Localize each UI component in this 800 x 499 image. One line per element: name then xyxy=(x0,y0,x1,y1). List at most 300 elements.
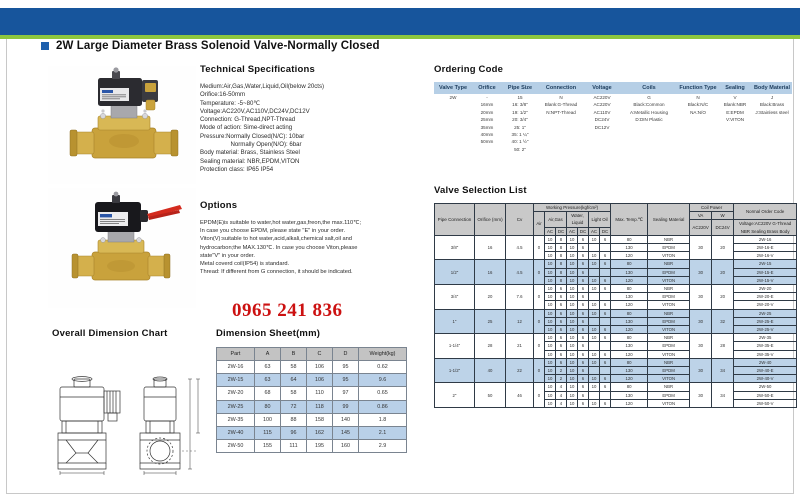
vsl-cell-water-ac: 10 xyxy=(567,326,578,334)
vsl-col-oil-ac: AC xyxy=(589,227,600,235)
ordering-code-cell xyxy=(434,109,472,116)
vsl-cell-sealing-material: VITON xyxy=(648,399,690,407)
vsl-cell-air-gas-dc: 6 xyxy=(556,317,567,325)
ordering-code-cell-text: 20: 3/4" xyxy=(512,117,528,123)
vsl-cell-oil-ac: 10 xyxy=(589,252,600,260)
valve-selection-list-heading: Valve Selection List xyxy=(434,185,527,196)
ordering-code-cell xyxy=(538,101,584,108)
vsl-cell-air-gas-ac: 10 xyxy=(545,358,556,366)
ordering-code-cell xyxy=(472,131,502,138)
vsl-col-va: VA xyxy=(690,212,712,220)
vsl-cell-max-temp: 120 xyxy=(611,399,648,407)
ordering-code-cell-text: N xyxy=(559,95,563,100)
vsl-cell-oil-ac: 10 xyxy=(589,383,600,391)
vsl-cell-w: 28 xyxy=(712,334,734,359)
dimension-sheet-cell: 95 xyxy=(333,374,359,387)
vsl-col-air-gas: Air,Gas xyxy=(545,212,567,227)
top-banner xyxy=(0,8,800,35)
vsl-cell-va: 30 xyxy=(690,334,712,359)
vsl-cell-w: 34 xyxy=(712,358,734,383)
option-line: Viton(V):suitable to hot water,acid,alkali,chemical salt,oil and xyxy=(200,236,352,243)
vsl-cell-water-ac: 10 xyxy=(567,301,578,309)
dimension-sheet-cell: 63 xyxy=(255,361,281,374)
vsl-cell-oil-ac: 10 xyxy=(589,375,600,383)
ordering-code-cell-text: Black:Brass xyxy=(759,102,785,108)
vsl-cell-sealing-material: EPDM xyxy=(648,268,690,276)
ordering-code-cell xyxy=(752,109,792,116)
vsl-cell-oil-ac: 10 xyxy=(589,350,600,358)
ordering-code-cell-text: A:Metallic Housing xyxy=(629,109,669,115)
vsl-cell-air-gas-dc: 6 xyxy=(556,334,567,342)
vsl-cell-order-code: 2W-40 xyxy=(734,358,797,366)
dimension-sheet-header-row xyxy=(217,348,407,361)
vsl-cell-water-ac: 10 xyxy=(567,309,578,317)
ordering-code-cell-text: J:Stainless steel xyxy=(755,109,789,115)
oc-col-body-material: Body Material xyxy=(752,82,792,94)
dimension-sheet-cell: 106 xyxy=(307,374,333,387)
ordering-code-cell xyxy=(718,124,752,131)
ordering-code-cell xyxy=(538,146,584,153)
dimension-sheet-cell: 115 xyxy=(255,426,281,439)
vsl-cell-pipe-connection: 3/8" xyxy=(435,235,475,260)
vsl-cell-water-ac: 10 xyxy=(567,383,578,391)
ordering-code-cell-text: Blank:G-Thread xyxy=(544,102,578,108)
vsl-cell-order-code: 2W-15 xyxy=(734,260,797,268)
section-title-label: 2W Large Diameter Brass Solenoid Valve-Normally Closed xyxy=(56,40,380,52)
valve-selection-row xyxy=(435,309,797,317)
option-line: Thread: If different from G connection, it should be indicated. xyxy=(200,269,353,276)
vsl-cell-water-dc: 6 xyxy=(578,285,589,293)
vsl-cell-air-gas-ac: 10 xyxy=(545,391,556,399)
ordering-code-cell xyxy=(502,101,538,108)
ordering-code-cell-text: 25mm xyxy=(480,117,494,123)
vsl-cell-sealing-material: NBR xyxy=(648,235,690,243)
vsl-cell-sealing-material: VITON xyxy=(648,375,690,383)
ordering-code-cell xyxy=(752,94,792,101)
vsl-cell-water-ac: 10 xyxy=(567,235,578,243)
vsl-cell-sealing-material: EPDM xyxy=(648,317,690,325)
valve-selection-row xyxy=(435,260,797,268)
vsl-cell-max-temp: 120 xyxy=(611,301,648,309)
vsl-cell-oil-dc: 6 xyxy=(600,252,611,260)
vsl-header-row-1 xyxy=(435,204,797,212)
dimension-sheet-cell: 160 xyxy=(333,440,359,453)
vsl-cell-water-ac: 10 xyxy=(567,276,578,284)
ordering-code-cell xyxy=(620,138,678,145)
vsl-cell-air-gas-dc: 8 xyxy=(556,235,567,243)
vsl-cell-oil-ac: 10 xyxy=(589,260,600,268)
ordering-code-cell xyxy=(718,131,752,138)
ordering-code-cell xyxy=(718,94,752,101)
vsl-cell-cv: 46 xyxy=(506,383,534,408)
ordering-code-cell xyxy=(752,124,792,131)
vsl-col-pipe-connection: Pipe Connection xyxy=(435,204,475,236)
vsl-cell-va: 30 xyxy=(690,358,712,383)
vsl-cell-water-dc: 6 xyxy=(578,326,589,334)
vsl-cell-oil-dc: 6 xyxy=(600,375,611,383)
vsl-cell-water-dc: 6 xyxy=(578,309,589,317)
ordering-code-cell-text: 19: 1/2" xyxy=(512,109,528,115)
vsl-cell-max-temp: 130 xyxy=(611,268,648,276)
bullet-square-icon xyxy=(41,42,49,50)
vsl-cell-oil-dc xyxy=(600,268,611,276)
vsl-cell-water-ac: 10 xyxy=(567,268,578,276)
spec-line: Protection class: IP65 IP54 xyxy=(200,165,274,173)
vsl-cell-order-code: 2W-20-V xyxy=(734,301,797,309)
ordering-code-cell xyxy=(620,124,678,131)
vsl-cell-max-temp: 120 xyxy=(611,276,648,284)
vsl-cell-air-gas-dc: 6 xyxy=(556,342,567,350)
dimension-sheet-cell: 95 xyxy=(333,361,359,374)
spec-line: Connection: G-Thread,NPT-Thread xyxy=(200,116,296,124)
ordering-code-cell xyxy=(502,146,538,153)
vsl-cell-cv: 4.5 xyxy=(506,260,534,285)
ordering-code-cell xyxy=(434,94,472,101)
vsl-cell-air: 0 xyxy=(534,235,545,260)
dimension-sheet-column-header: A xyxy=(255,348,281,361)
vsl-cell-air-gas-dc: 4 xyxy=(556,383,567,391)
dimension-sheet-cell: 58 xyxy=(281,387,307,400)
overall-dimension-drawings xyxy=(52,345,207,498)
vsl-cell-oil-ac: 10 xyxy=(589,358,600,366)
vsl-cell-oil-dc xyxy=(600,317,611,325)
vsl-cell-cv: 22 xyxy=(506,358,534,383)
vsl-cell-oil-dc xyxy=(600,391,611,399)
dimension-sheet-cell: 155 xyxy=(255,440,281,453)
vsl-cell-air-gas-ac: 10 xyxy=(545,309,556,317)
vsl-cell-sealing-material: VITON xyxy=(648,301,690,309)
option-line: EPDM(E)is suitable to water,hot water,gas,freon,the max.110℃; xyxy=(200,220,362,226)
vsl-cell-oil-dc xyxy=(600,293,611,301)
ordering-code-cell-text: 16mm xyxy=(480,102,494,108)
vsl-cell-max-temp: 130 xyxy=(611,293,648,301)
vsl-cell-water-dc: 6 xyxy=(578,276,589,284)
spec-line: Normally Open(N/O): 6bar xyxy=(200,141,302,149)
ordering-code-cell-text: Blank:NBR xyxy=(723,102,747,108)
spec-line: Medium:Air,Gas,Water,Liquid,Oil(below 20cts) xyxy=(200,83,325,90)
dimension-sheet-cell: 0.86 xyxy=(359,400,407,413)
vsl-cell-oil-dc: 6 xyxy=(600,285,611,293)
vsl-cell-air-gas-ac: 10 xyxy=(545,326,556,334)
vsl-col-orifice: Orifice (mm) xyxy=(475,204,506,236)
ordering-code-cell-text: 40mm xyxy=(480,132,494,138)
vsl-cell-orifice: 20 xyxy=(475,285,506,310)
vsl-cell-oil-dc: 6 xyxy=(600,301,611,309)
dimension-sheet-cell: 2W-25 xyxy=(217,400,255,413)
vsl-col-water-ac: AC xyxy=(567,227,578,235)
vsl-cell-air-gas-ac: 10 xyxy=(545,285,556,293)
vsl-cell-orifice: 16 xyxy=(475,235,506,260)
ordering-code-cell-text: V:VITON xyxy=(725,117,745,123)
oc-col-connection: Connection xyxy=(538,82,584,94)
ordering-code-cell xyxy=(620,116,678,123)
ordering-code-cell-text: DC24V xyxy=(594,117,610,123)
vsl-cell-order-code: 2W-35-E xyxy=(734,342,797,350)
vsl-cell-oil-dc: 6 xyxy=(600,358,611,366)
vsl-col-air: Air xyxy=(534,212,545,236)
vsl-cell-water-dc: 6 xyxy=(578,399,589,407)
vsl-cell-water-dc: 6 xyxy=(578,334,589,342)
ordering-code-cell-text: E:EPDM xyxy=(726,109,744,115)
dimension-sheet-cell: 2.9 xyxy=(359,440,407,453)
vsl-cell-water-ac: 10 xyxy=(567,260,578,268)
vsl-cell-sealing-material: NBR xyxy=(648,383,690,391)
vsl-cell-sealing-material: NBR xyxy=(648,358,690,366)
option-line: hydrocarbon;the MAX.130℃. In case you choose Viton,please xyxy=(200,244,358,251)
ordering-code-cell xyxy=(472,138,502,145)
ordering-code-cell-text: 50: 2" xyxy=(514,146,526,152)
ordering-code-cell xyxy=(538,124,584,131)
vsl-cell-air: 0 xyxy=(534,358,545,383)
vsl-cell-oil-ac xyxy=(589,367,600,375)
ordering-code-cell xyxy=(472,109,502,116)
dimension-sheet-cell: 99 xyxy=(333,400,359,413)
technical-specifications-block xyxy=(200,64,425,174)
vsl-col-working-pressure: Working Pressure(kgf/cm²) xyxy=(534,204,611,212)
ordering-code-cell xyxy=(472,94,502,101)
vsl-cell-orifice: 40 xyxy=(475,358,506,383)
ordering-code-cell xyxy=(620,101,678,108)
valve-selection-row xyxy=(435,285,797,293)
dimension-sheet-cell: 2W-35 xyxy=(217,413,255,426)
vsl-cell-max-temp: 80 xyxy=(611,358,648,366)
vsl-col-light-oil: Light Oil xyxy=(589,212,611,227)
dimension-sheet-row xyxy=(217,413,407,426)
ordering-code-cell xyxy=(678,101,718,108)
vsl-cell-oil-ac: 10 xyxy=(589,399,600,407)
ordering-code-row xyxy=(434,146,792,153)
vsl-cell-sealing-material: NBR xyxy=(648,309,690,317)
dimension-sheet-cell: 118 xyxy=(307,400,333,413)
dimension-sheet-cell: 140 xyxy=(333,413,359,426)
vsl-cell-orifice: 28 xyxy=(475,334,506,359)
vsl-cell-water-dc: 6 xyxy=(578,235,589,243)
vsl-cell-water-ac: 10 xyxy=(567,317,578,325)
vsl-cell-max-temp: 130 xyxy=(611,317,648,325)
vsl-cell-air-gas-ac: 10 xyxy=(545,334,556,342)
vsl-cell-air-gas-dc: 4 xyxy=(556,399,567,407)
vsl-cell-oil-dc: 6 xyxy=(600,326,611,334)
option-line: In case you choose EPDM, please state "E" in your order. xyxy=(200,228,346,235)
ordering-code-row xyxy=(434,109,792,116)
technical-specifications-heading: Technical Specifications xyxy=(200,64,315,75)
ordering-code-cell xyxy=(678,94,718,101)
dimension-sheet-column-header: Part xyxy=(217,348,255,361)
vsl-cell-water-ac: 10 xyxy=(567,334,578,342)
vsl-cell-oil-ac: 10 xyxy=(589,334,600,342)
ordering-code-cell xyxy=(538,94,584,101)
ordering-code-cell xyxy=(678,124,718,131)
ordering-code-cell-text: 40: 1 ½" xyxy=(511,139,529,145)
vsl-cell-orifice: 25 xyxy=(475,309,506,334)
vsl-cell-cv: 21 xyxy=(506,334,534,359)
vsl-cell-water-ac: 10 xyxy=(567,244,578,252)
spec-line: Voltage:AC220V,AC110V,DC24V,DC12V xyxy=(200,107,310,115)
vsl-cell-water-dc: 6 xyxy=(578,391,589,399)
vsl-cell-oil-dc: 6 xyxy=(600,235,611,243)
vsl-cell-water-dc: 6 xyxy=(578,252,589,260)
vsl-cell-water-dc: 6 xyxy=(578,244,589,252)
ordering-code-cell-text: D:DIN Plastic xyxy=(635,117,663,123)
dimension-sheet-cell: 162 xyxy=(307,426,333,439)
ordering-code-cell xyxy=(538,131,584,138)
vsl-cell-air-gas-dc: 6 xyxy=(556,293,567,301)
vsl-cell-sealing-material: EPDM xyxy=(648,244,690,252)
ordering-code-cell xyxy=(584,146,620,153)
vsl-cell-sealing-material: EPDM xyxy=(648,391,690,399)
vsl-cell-air-gas-ac: 10 xyxy=(545,301,556,309)
ordering-code-cell xyxy=(538,109,584,116)
vsl-cell-sealing-material: VITON xyxy=(648,350,690,358)
vsl-cell-va: 30 xyxy=(690,383,712,408)
vsl-cell-order-code: 2W-50-E xyxy=(734,391,797,399)
dimension-sheet-row xyxy=(217,361,407,374)
vsl-cell-air-gas-dc: 4 xyxy=(556,391,567,399)
dimension-sheet-cell: 68 xyxy=(255,387,281,400)
vsl-cell-oil-dc: 6 xyxy=(600,399,611,407)
vsl-cell-max-temp: 80 xyxy=(611,334,648,342)
ordering-code-cell xyxy=(434,101,472,108)
ordering-code-cell xyxy=(584,131,620,138)
vsl-cell-sealing-material: VITON xyxy=(648,276,690,284)
spec-line: Temperature: -5~80℃ xyxy=(200,99,261,107)
vsl-cell-order-code: 2W-40-V xyxy=(734,375,797,383)
banner-accent-line xyxy=(0,35,800,39)
ordering-code-cell xyxy=(620,131,678,138)
vsl-cell-w: 34 xyxy=(712,383,734,408)
dimension-sheet-column-header: C xyxy=(307,348,333,361)
vsl-cell-max-temp: 130 xyxy=(611,391,648,399)
valve-selection-table xyxy=(434,203,797,408)
dimension-sheet-cell: 2W-16 xyxy=(217,361,255,374)
vsl-cell-water-dc: 6 xyxy=(578,358,589,366)
ordering-code-header-row xyxy=(434,82,792,94)
vsl-cell-w: 32 xyxy=(712,309,734,334)
brass-solenoid-valve-photo-2 xyxy=(48,188,196,308)
dimension-sheet-cell: 110 xyxy=(307,387,333,400)
vsl-cell-order-code: 2W-35 xyxy=(734,334,797,342)
vsl-cell-pipe-connection: 1-1/2" xyxy=(435,358,475,383)
vsl-cell-w: 20 xyxy=(712,235,734,260)
vsl-cell-water-ac: 10 xyxy=(567,252,578,260)
dimension-sheet-cell: 0.62 xyxy=(359,361,407,374)
oc-col-pipe-size: Pipe Size xyxy=(502,82,538,94)
vsl-cell-water-ac: 10 xyxy=(567,375,578,383)
vsl-cell-va: 30 xyxy=(690,260,712,285)
dimension-sheet-cell: 0.65 xyxy=(359,387,407,400)
contact-phone-number: 0965 241 836 xyxy=(232,300,343,321)
ordering-code-row xyxy=(434,94,792,101)
ordering-code-row xyxy=(434,101,792,108)
vsl-cell-w: 20 xyxy=(712,285,734,310)
dimension-sheet-row xyxy=(217,440,407,453)
vsl-cell-oil-ac xyxy=(589,244,600,252)
vsl-order-code-note: Voltage:AC220V G-Thread NBR Sealing Brass Body xyxy=(734,220,797,235)
ordering-code-cell-text: DC12V xyxy=(594,124,610,130)
brass-solenoid-valve-photo-1 xyxy=(48,66,196,184)
ordering-code-table xyxy=(434,82,792,153)
vsl-cell-oil-dc xyxy=(600,367,611,375)
vsl-cell-max-temp: 130 xyxy=(611,367,648,375)
dimension-sheet-cell: 158 xyxy=(307,413,333,426)
vsl-cell-max-temp: 80 xyxy=(611,383,648,391)
ordering-code-cell-text: AC110V xyxy=(593,109,611,115)
option-line: Metal coverd coil(IP54) is standard. xyxy=(200,261,290,268)
vsl-col-air-gas-dc: DC xyxy=(556,227,567,235)
vsl-cell-water-ac: 10 xyxy=(567,367,578,375)
ordering-code-cell xyxy=(678,138,718,145)
vsl-cell-va: 30 xyxy=(690,309,712,334)
ordering-code-cell-text: 25: 1" xyxy=(514,124,526,130)
vsl-cell-air-gas-ac: 10 xyxy=(545,367,556,375)
spec-line: Sealing material: NBR,EPDM,VITON xyxy=(200,157,300,165)
vsl-col-coil-power: Coil Power xyxy=(690,204,734,212)
oc-col-function-type: Function Type xyxy=(678,82,718,94)
vsl-cell-cv: 7.6 xyxy=(506,285,534,310)
vsl-cell-order-code: 2W-15-E xyxy=(734,268,797,276)
spec-line: Orifice:16-50mm xyxy=(200,91,246,99)
ordering-code-cell xyxy=(434,146,472,153)
vsl-cell-air-gas-ac: 10 xyxy=(545,399,556,407)
ordering-code-cell xyxy=(752,138,792,145)
vsl-col-air-gas-ac: AC xyxy=(545,227,556,235)
dimension-sheet-cell: 80 xyxy=(255,400,281,413)
vsl-cell-water-dc: 6 xyxy=(578,375,589,383)
vsl-cell-water-ac: 10 xyxy=(567,391,578,399)
vsl-cell-order-code: 2W-16-V xyxy=(734,252,797,260)
ordering-code-cell xyxy=(678,116,718,123)
dimension-sheet-cell: 2W-15 xyxy=(217,374,255,387)
vsl-cell-oil-dc xyxy=(600,244,611,252)
vsl-cell-oil-dc xyxy=(600,342,611,350)
overall-dimension-chart-heading: Overall Dimension Chart xyxy=(52,328,168,339)
spec-line: Pressure:Normally Closed(N/C): 10bar xyxy=(200,132,305,140)
ordering-code-cell xyxy=(502,131,538,138)
vsl-cell-sealing-material: EPDM xyxy=(648,342,690,350)
ordering-code-cell xyxy=(584,101,620,108)
ordering-code-cell xyxy=(584,124,620,131)
dimension-sheet-cell: 111 xyxy=(281,440,307,453)
vsl-cell-sealing-material: EPDM xyxy=(648,367,690,375)
ordering-code-cell-text: Black:Common xyxy=(633,102,665,108)
ordering-code-cell xyxy=(678,146,718,153)
technical-specifications-list xyxy=(200,83,425,174)
dimension-sheet-row xyxy=(217,426,407,439)
ordering-code-block xyxy=(434,64,791,153)
vsl-cell-max-temp: 80 xyxy=(611,235,648,243)
vsl-cell-air-gas-dc: 6 xyxy=(556,326,567,334)
vsl-cell-water-ac: 10 xyxy=(567,285,578,293)
ordering-code-cell-text: J xyxy=(770,95,774,100)
vsl-cell-max-temp: 130 xyxy=(611,342,648,350)
vsl-col-cv: Cv xyxy=(506,204,534,236)
vsl-cell-oil-dc: 6 xyxy=(600,350,611,358)
vsl-cell-va: 30 xyxy=(690,285,712,310)
dimension-sheet-cell: 195 xyxy=(307,440,333,453)
vsl-cell-air-gas-ac: 10 xyxy=(545,260,556,268)
vsl-cell-pipe-connection: 1" xyxy=(435,309,475,334)
vsl-cell-air-gas-dc: 6 xyxy=(556,301,567,309)
spec-line: Body material: Brass, Stainless Steel xyxy=(200,149,300,157)
vsl-cell-air-gas-dc: 2 xyxy=(556,375,567,383)
dimension-sheet-row xyxy=(217,400,407,413)
vsl-cell-air-gas-ac: 10 xyxy=(545,342,556,350)
vsl-cell-air-gas-ac: 10 xyxy=(545,317,556,325)
options-block xyxy=(200,200,430,276)
vsl-cell-oil-ac xyxy=(589,342,600,350)
vsl-cell-oil-dc: 6 xyxy=(600,260,611,268)
vsl-cell-air-gas-dc: 6 xyxy=(556,350,567,358)
